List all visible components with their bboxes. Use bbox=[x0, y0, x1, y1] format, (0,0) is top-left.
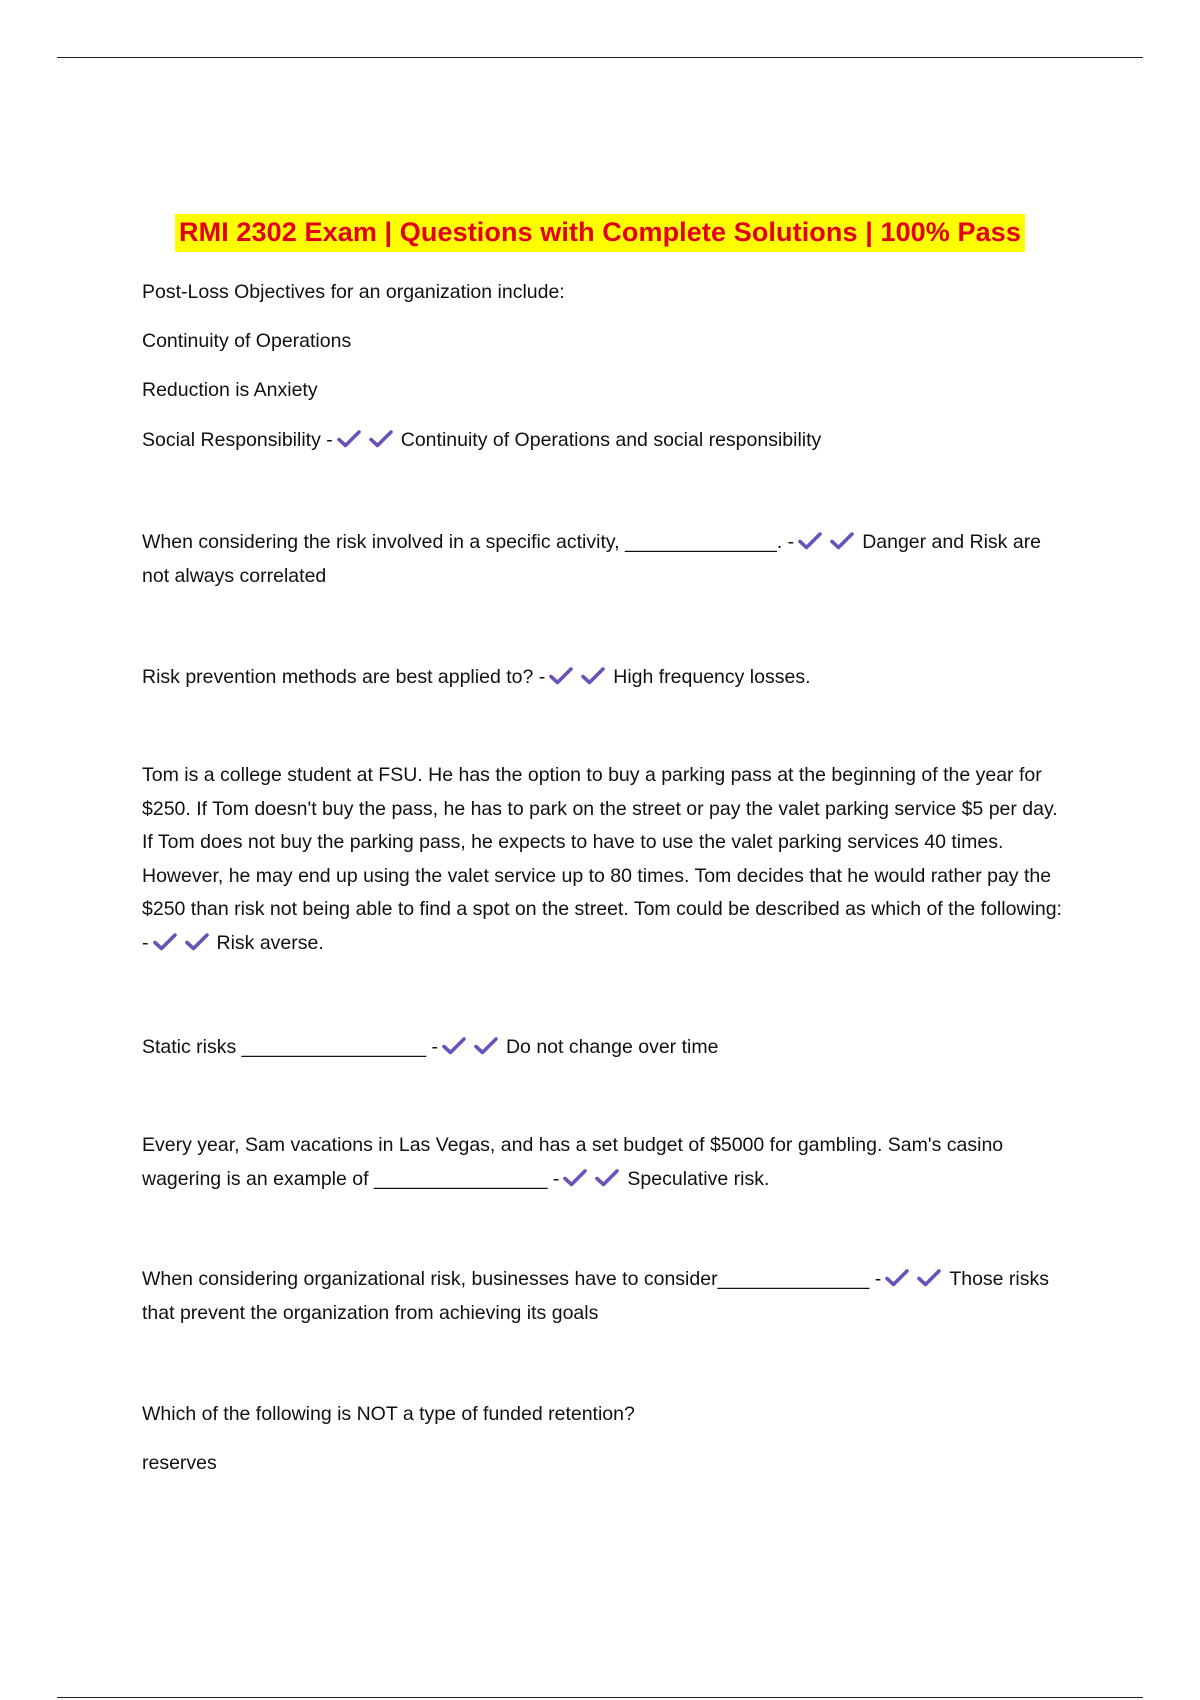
check-icon bbox=[885, 1268, 909, 1288]
answer-marker bbox=[438, 1036, 506, 1058]
check-icon bbox=[185, 932, 209, 952]
check-icon bbox=[474, 1036, 498, 1056]
answer-marker bbox=[881, 1268, 949, 1290]
qa-item bbox=[142, 1263, 1062, 1330]
question-text: Tom is a college student at FSU. He has the option to buy a parking pass at the beginning of the year for $250. If Tom doesn't buy the pass, he has to park on the street or pay the valet parking service $5 per day. If Tom does not buy the parking pass, he expects to have to use the valet parking services 40 times. However, he may end up using the valet service up to 80 times. Tom decides that he would rather pay the $250 than risk not being able to find a spot on the street. Tom could be described as which of the following: - bbox=[142, 764, 1062, 954]
answer-marker bbox=[149, 932, 217, 954]
answer-text: Those risks that prevent the organization from achieving its goals bbox=[142, 1268, 1050, 1324]
top-rule bbox=[57, 57, 1143, 58]
answer-marker bbox=[545, 666, 613, 688]
qa-item bbox=[142, 1031, 718, 1064]
check-icon bbox=[153, 932, 177, 952]
qa-item bbox=[142, 661, 811, 694]
question-text: Social Responsibility - bbox=[142, 429, 333, 451]
bottom-rule bbox=[57, 1697, 1143, 1698]
qa-item bbox=[142, 526, 1062, 593]
question-line: Which of the following is NOT a type of funded retention? bbox=[142, 1403, 635, 1425]
answer-text: Danger and Risk are not always correlated bbox=[142, 531, 1042, 587]
qa-item bbox=[142, 1129, 1062, 1196]
qa-item bbox=[142, 759, 1062, 960]
title-block bbox=[0, 214, 1200, 252]
answer-marker bbox=[559, 1168, 627, 1190]
question-text: Every year, Sam vacations in Las Vegas, and has a set budget of $5000 for gambling. Sam's casino wagering is an example of ________________ - bbox=[142, 1134, 1004, 1190]
question-line: reserves bbox=[142, 1452, 217, 1474]
answer-text: Risk averse. bbox=[216, 931, 324, 954]
qa-item bbox=[142, 424, 821, 457]
question-text: When considering the risk involved in a specific activity, ______________. - bbox=[142, 531, 795, 553]
question-text: Risk prevention methods are best applied to? - bbox=[142, 666, 546, 688]
question-text: When considering organizational risk, businesses have to consider______________ - bbox=[142, 1268, 882, 1290]
answer-text: Speculative risk. bbox=[627, 1167, 770, 1190]
check-icon bbox=[337, 429, 361, 449]
question-line: Reduction is Anxiety bbox=[142, 379, 318, 401]
answer-text: High frequency losses. bbox=[613, 666, 811, 688]
answer-text: Do not change over time bbox=[505, 1036, 719, 1058]
check-icon bbox=[830, 531, 854, 551]
check-icon bbox=[595, 1168, 619, 1188]
check-icon bbox=[442, 1036, 466, 1056]
check-icon bbox=[581, 666, 605, 686]
check-icon bbox=[549, 666, 573, 686]
question-line: Continuity of Operations bbox=[142, 330, 352, 352]
check-icon bbox=[798, 531, 822, 551]
question-line: Post-Loss Objectives for an organization include: bbox=[142, 281, 565, 303]
check-icon bbox=[563, 1168, 587, 1188]
question-text: Static risks _________________ - bbox=[142, 1036, 438, 1058]
answer-text: Continuity of Operations and social responsibility bbox=[400, 429, 822, 451]
check-icon bbox=[369, 429, 393, 449]
answer-marker bbox=[333, 429, 401, 451]
check-icon bbox=[917, 1268, 941, 1288]
answer-marker bbox=[794, 531, 862, 553]
document-title: RMI 2302 Exam | Questions with Complete Solutions | 100% Pass bbox=[175, 214, 1025, 252]
